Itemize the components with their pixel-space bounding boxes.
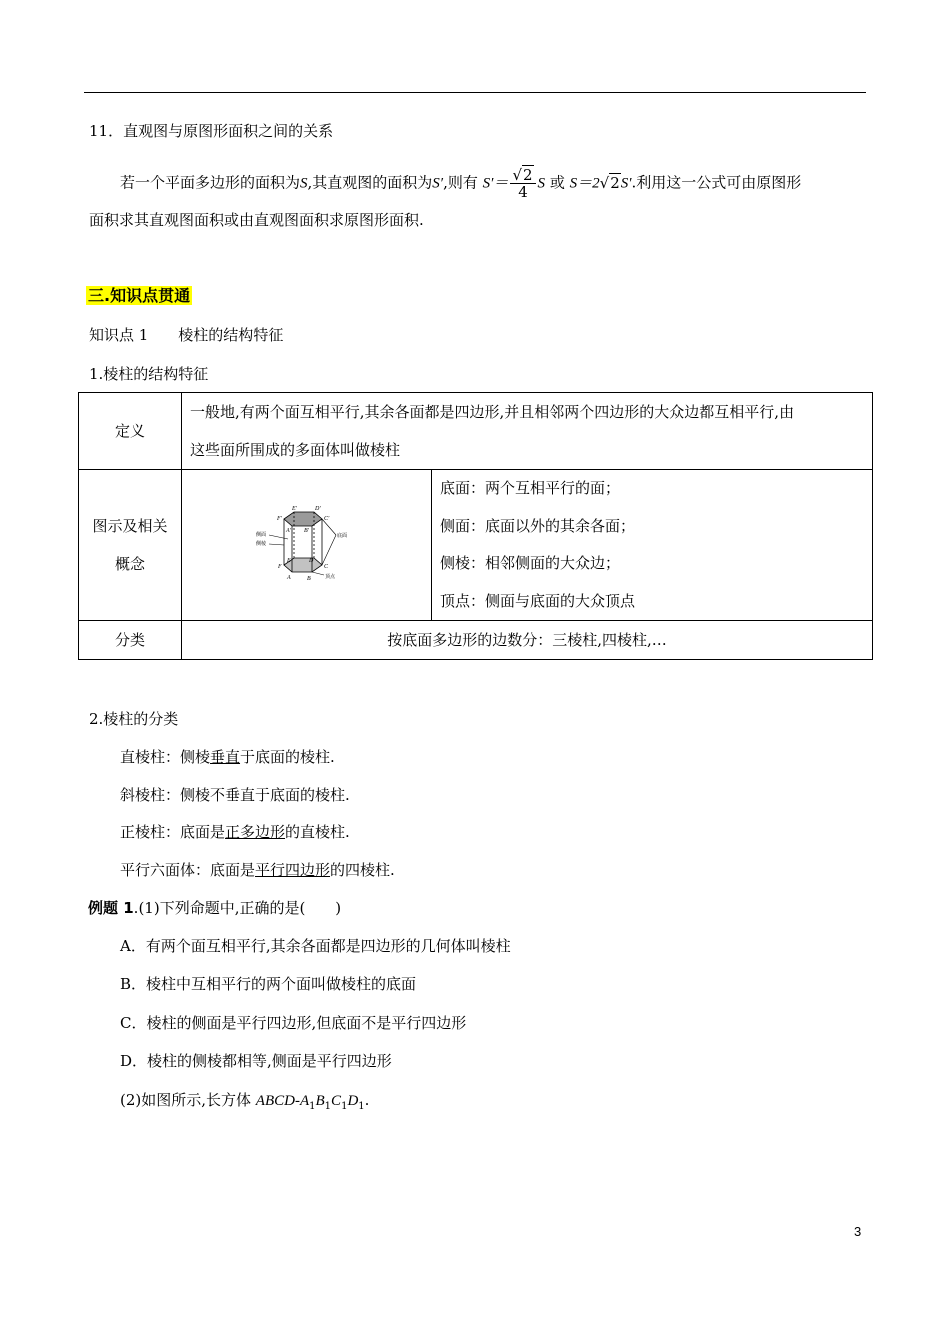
concepts-cell [432,470,873,621]
page-number: 3 [854,1224,862,1239]
label-side-face: 侧面 [255,532,266,538]
row-label-definition: 定义 [79,393,182,470]
label-D1: D′ [314,506,321,512]
header-rule [84,92,866,93]
subheading-structure: 1.棱柱的结构特征 [89,365,209,383]
example-1-part-2: (2)如图所示,长方体 ABCD-$A_1B_1C_1D_1$. [120,1091,370,1112]
label-B: B [306,576,311,582]
label-vertex: 顶点 [324,574,335,580]
label-A: A [286,575,291,581]
label-side-edge: 侧棱 [255,541,266,547]
classification-heading: 2.棱柱的分类 [89,710,179,728]
hexagonal-prism-figure [252,505,362,585]
section-title: 三.知识点贯通 [88,286,191,305]
label-F: F [277,564,282,570]
label-C1: C′ [323,516,329,522]
option-d: D．棱柱的侧棱都相等,侧面是平行四边形 [120,1052,392,1070]
option-a: A．有两个面互相平行,其余各面都是四边形的几何体叫棱柱 [120,937,511,955]
label-F1: F′ [276,516,282,522]
table-row [79,470,873,621]
row-label-classification: 分类 [79,621,182,660]
concept-item: 底面：两个互相平行的面； [440,479,621,497]
definition-cell: 一般地,有两个面互相平行,其余各面都是四边形,并且相邻两个四边形的大众边都互相平行,由 这些面所围成的多面体叫做棱柱 [182,393,873,470]
concept-item: 侧棱：相邻侧面的大众边； [440,554,621,572]
option-c: C．棱柱的侧面是平行四边形,但底面不是平行四边形 [120,1014,467,1032]
row-label-figure: 图示及相关 概念 [79,470,182,621]
example-1-question: 例题 1.(1)下列命题中,正确的是( ) [88,899,342,917]
label-D: D [308,558,313,564]
table-row [79,393,873,470]
prism-structure-table [78,392,873,660]
label-A1: A′ [285,528,291,534]
section-11-paragraph-line1: 若一个平面多边形的面积为S,其直观图的面积为S′,则有 S′＝ $\frac{√2}{4}$ S 或 S＝2√2S′.利用这一公式可由原图形 [120,166,802,201]
option-b: B．棱柱中互相平行的两个面叫做棱柱的底面 [120,975,417,993]
label-B1: B′ [303,528,309,534]
classification-cell: 按底面多边形的边数分：三棱柱,四棱柱,… [182,621,873,660]
label-E: E [286,558,291,564]
concept-item: 侧面：底面以外的其余各面； [440,516,636,535]
concept-item: 顶点：侧面与底面的大众顶点 [440,591,636,610]
section-11-heading: 11．直观图与原图形面积之间的关系 [89,122,334,140]
classification-item-oblique-prism: 斜棱柱：侧棱不垂直于底面的棱柱. [120,786,350,804]
table-row [79,621,873,660]
area-ratio-fraction: $\frac{√2}{4}$ [510,167,535,200]
label-base: 底面 [336,533,347,539]
label-E1: E′ [291,506,297,512]
section-11-paragraph-line2: 面积求其直观图面积或由直观图面积求原图形面积. [89,211,424,229]
prism-figure-cell [182,470,432,621]
classification-item-right-prism: 直棱柱：侧棱垂直于底面的棱柱. [120,748,335,766]
classification-item-parallelepiped: 平行六面体：底面是平行四边形的四棱柱. [120,861,395,879]
classification-item-regular-prism: 正棱柱：底面是正多边形的直棱柱. [120,823,350,841]
label-C: C [323,564,328,570]
knowledge-point-1: 知识点 1 棱柱的结构特征 [89,326,284,344]
